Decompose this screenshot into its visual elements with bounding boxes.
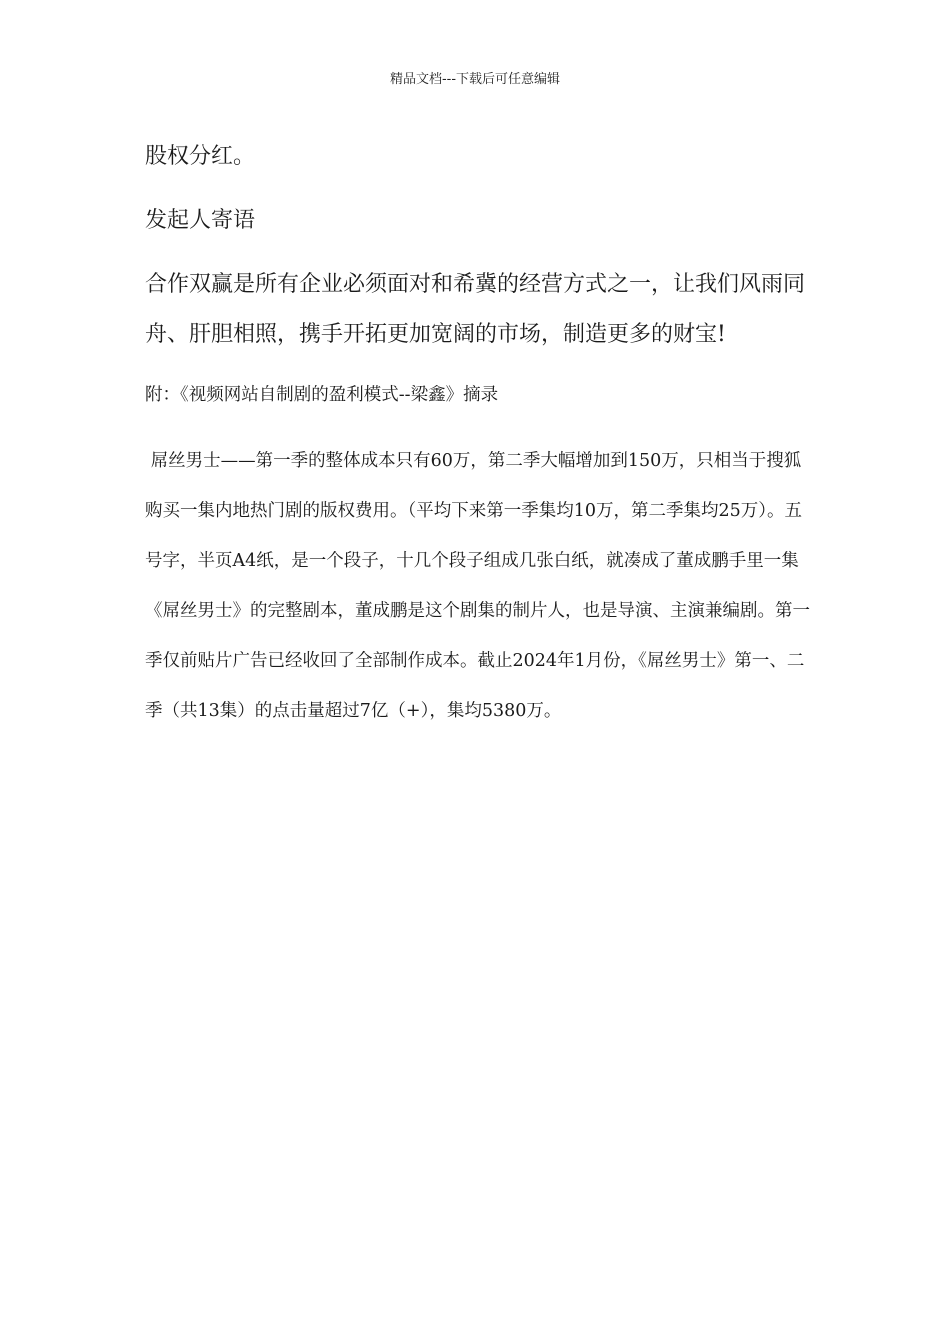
appendix-title: 附：《视频网站自制剧的盈利模式--梁鑫》摘录 [145, 385, 499, 405]
paragraph-excerpt: 屌丝男士——第一季的整体成本只有60万，第二季大幅增加到150万，只相当于搜狐购买一集内地热门剧的版权费用。（平均下来第一季集均10万，第二季集均25万）。五号字，半页A4纸，是一个段子，十几个段子组成几张白纸，就凑成了董成鹏手里一集《屌丝男士》的完整剧本，董成鹏是这个剧集的制片人，也是导演、主演兼编剧。第一季仅前贴片广告已经收回了全部制作成本。截止2024年1月份，《屌丝男士》第一、二季（共13集）的点击量超过7亿（+），集均5380万。 [145, 451, 810, 721]
document-body [145, 132, 815, 736]
paragraph-founder-message: 合作双赢是所有企业必须面对和希冀的经营方式之一，让我们风雨同舟、肝胆相照，携手开拓更加宽阔的市场，制造更多的财宝! [145, 272, 806, 347]
page-header: 精品文档---下载后可任意编辑 [389, 72, 561, 87]
section-heading: 发起人寄语 [145, 208, 256, 233]
text-line-equity-dividend: 股权分红。 [145, 144, 256, 169]
